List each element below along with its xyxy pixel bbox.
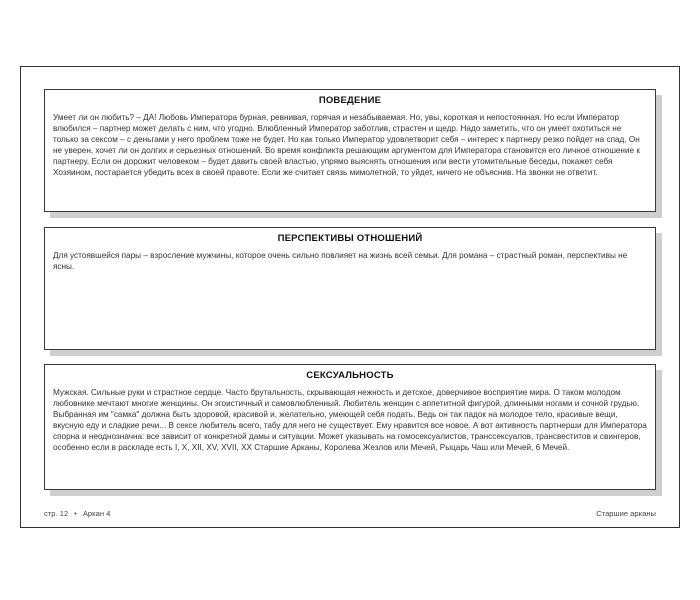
sexuality-text: Мужская. Сильные руки и страстное сердце. Часто брутальность, скрывающая нежность и детское, доверчивое восприятие мира. О таком молодом любовнике мечтают многие женщины. Он эгоистичный и самовлюбленный. Любитель женщин с аппетитной фигурой, длинными ногами и сочной грудью. Выбранная им "самка" должна быть здоровой, красивой и, желательно, умеющей себя подать. Ведь он так падок на молодое тело, красивые вещи, вкусную еду и сладкие речи... В сексе любитель всего, табу для него не существует. Ему нравится все новое. А вот активность партнерши для Императора спорна и неоднозначна: все зависит от конкретной дамы и ситуации. Может указывать на гомосексуалистов, транссексуалов, трансвеститов и свингеров, особенно если в раскладе есть I, X, XII, XV, XVII, XX Старшие Арканы, Королева Жезлов или Мечей, Рыцарь Чаш или Мечей, 6 Мечей. [53, 388, 647, 453]
page-number: стр. 12 [44, 509, 69, 518]
footer-left [44, 509, 110, 518]
behavior-text: Умеет ли он любить? – ДА! Любовь Императора бурная, ревнивая, горячая и незабываемая. Но, увы, короткая и непостоянная. Но если Император влюбился – партнер может делать с ним, что угодно. Влюбленный Император заботлив, страстен и щедр. Надо заметить, что он умеет охотиться не только за сексом – с деньгами у него проблем тоже не будет. Но как только Император удовлетворит себя – интерес к партнеру резко пойдет на спад. Он не уверен, хочет ли он долгих и серьезных отношений. Во время конфликта решающим аргументом для Императора становится его личное отношение к партнеру. Если он дорожит человеком – будет давить своей властью, упрямо выяснять отношения или вести утомительные беседы, покажет себя Хозяином, постарается убедить всех в своей правоте. Если же считает связь мимолетной, то уйдет, ничего не объяснив. На звонки не ответит. [53, 113, 640, 178]
arcana-label: Аркан 4 [82, 509, 111, 518]
prospects-title: ПЕРСПЕКТИВЫ ОТНОШЕНИЙ [277, 233, 423, 244]
footer-section-label: Старшие арканы [596, 509, 656, 518]
behavior-card [44, 89, 656, 212]
footer-separator: • [74, 509, 77, 518]
prospects-text: Для устоявшейся пары – взросление мужчины, которое очень сильно повлияет на жизнь всей семьи. Для романа – страстный роман, перспективы не ясны. [53, 251, 628, 272]
sexuality-card [44, 364, 656, 490]
behavior-title: ПОВЕДЕНИЕ [318, 95, 382, 106]
prospects-card [44, 227, 656, 350]
sexuality-title: СЕКСУАЛЬНОСТЬ [306, 370, 394, 381]
